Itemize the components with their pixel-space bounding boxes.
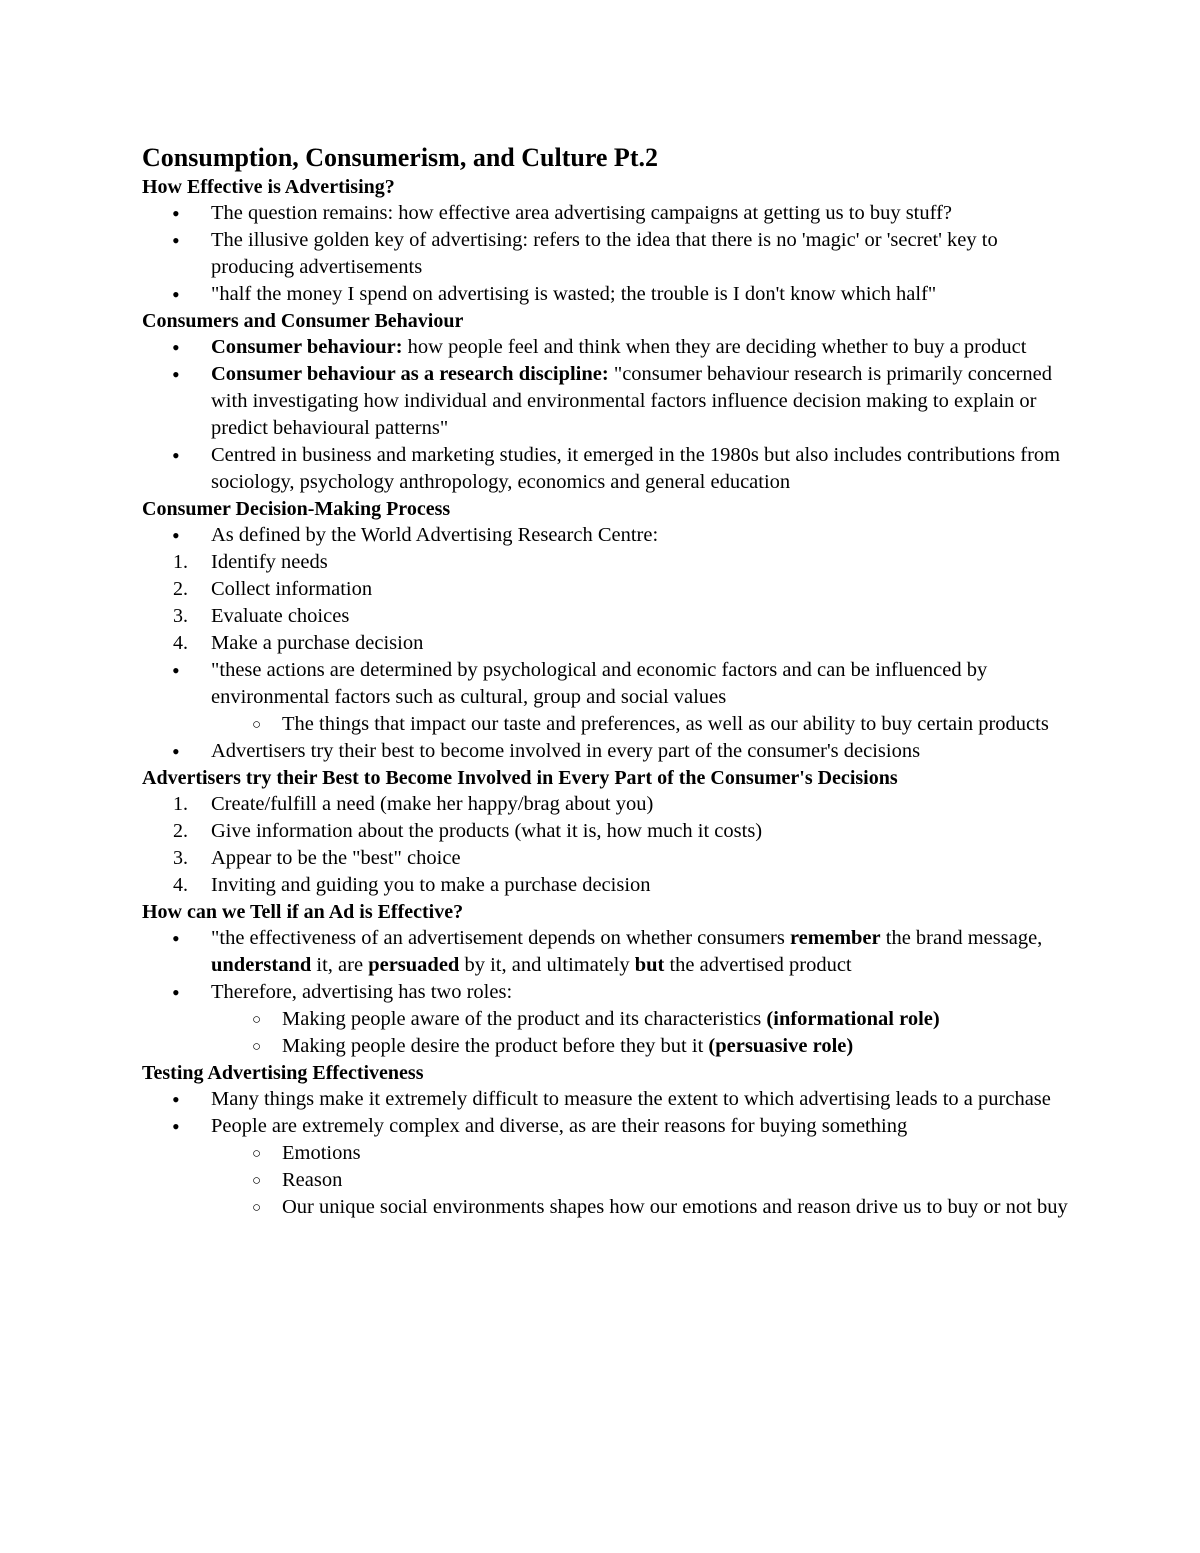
section-heading: Advertisers try their Best to Become Involved in Every Part of the Consumer's Decisions [142,767,898,789]
bullet-icon: • [172,282,180,307]
circle-bullet-icon: ○ [252,1039,262,1055]
bullet-item [142,657,1072,711]
bullet-icon: • [172,1114,180,1139]
numbered-item [142,818,1072,845]
item-text: Appear to be the "best" choice [211,847,461,869]
list-number: 2. [173,820,188,842]
item-text: the advertised product [664,954,852,976]
bullet-item [142,925,1072,979]
emphasis-text: understand [211,954,312,976]
section-heading: Consumer Decision-Making Process [142,498,451,520]
bullet-item [142,281,1072,308]
item-text: Making people aware of the product and its characteristics [282,1008,767,1030]
item-text: Reason [282,1169,343,1191]
numbered-item [142,630,1072,657]
bullet-icon: • [172,1087,180,1112]
bullet-item [142,738,1072,765]
item-text: Emotions [282,1142,361,1164]
item-term: (persuasive role) [708,1035,854,1057]
bullet-item [142,1113,1072,1140]
item-text: Therefore, advertising has two roles: [211,981,513,1003]
emphasis-text: persuaded [368,954,460,976]
item-text: it, are [311,954,369,976]
numbered-item [142,845,1072,872]
numbered-item [142,872,1072,899]
item-text: Making people desire the product before they but it [282,1035,709,1057]
bullet-icon: • [172,228,180,253]
item-text: Make a purchase decision [211,632,424,654]
list-number: 1. [173,793,188,815]
item-text: Advertisers try their best to become involved in every part of the consumer's decisions [211,740,921,762]
item-text: "the effectiveness of an advertisement depends on whether consumers [211,927,790,949]
bullet-icon: • [172,926,180,951]
list-number: 4. [173,632,188,654]
bullet-item [142,334,1072,361]
bullet-icon: • [172,523,180,548]
list-number: 4. [173,874,188,896]
sub-bullet-item [142,1006,1072,1033]
item-text: Collect information [211,578,373,600]
section-heading: Testing Advertising Effectiveness [142,1062,424,1084]
list-number: 1. [173,551,188,573]
circle-bullet-icon: ○ [252,1012,262,1028]
bullet-icon: • [172,201,180,226]
item-text: Inviting and guiding you to make a purchase decision [211,874,651,896]
sub-bullet-item [142,1033,1072,1060]
item-text: "half the money I spend on advertising is wasted; the trouble is I don't know which half" [211,283,937,305]
item-text: "consumer behaviour research is primarily concerned with investigating how individual and environmental factors influence decision making to explain or predict behavioural patterns" [211,363,1052,439]
bullet-icon: • [172,658,180,683]
item-text: The question remains: how effective area advertising campaigns at getting us to buy stuff? [211,202,953,224]
sub-bullet-item [142,1140,1072,1167]
numbered-item [142,791,1072,818]
section-heading: How Effective is Advertising? [142,176,395,198]
item-text: "these actions are determined by psychological and economic factors and can be influenced by environmental factors such as cultural, group and social values [211,659,988,708]
bullet-item [142,522,1072,549]
circle-bullet-icon: ○ [252,1200,262,1216]
item-text: People are extremely complex and diverse, as are their reasons for buying something [211,1115,908,1137]
item-text: how people feel and think when they are deciding whether to buy a product [402,336,1027,358]
sub-bullet-item [142,711,1072,738]
page-title: Consumption, Consumerism, and Culture Pt.2 [142,143,658,172]
circle-bullet-icon: ○ [252,1146,262,1162]
emphasis-text: but [634,954,665,976]
section-heading: Consumers and Consumer Behaviour [142,310,464,332]
bullet-icon: • [172,335,180,360]
bullet-item [142,227,1072,281]
item-term: (informational role) [766,1008,940,1030]
item-term: Consumer behaviour as a research discipline: [211,363,609,385]
section-heading: How can we Tell if an Ad is Effective? [142,901,464,923]
item-term: Consumer behaviour: [211,336,403,358]
emphasis-text: remember [789,927,881,949]
bullet-item [142,979,1072,1006]
document-body [142,174,1072,1221]
circle-bullet-icon: ○ [252,717,262,733]
sub-bullet-item [142,1167,1072,1194]
item-text: by it, and ultimately [459,954,635,976]
item-text: Our unique social environments shapes how our emotions and reason drive us to buy or not buy [282,1196,1068,1218]
bullet-item [142,200,1072,227]
bullet-icon: • [172,980,180,1005]
list-number: 2. [173,578,188,600]
item-text: Centred in business and marketing studies, it emerged in the 1980s but also includes contributions from sociology, psychology anthropology, economics and general education [211,444,1061,493]
numbered-item [142,576,1072,603]
item-text: Many things make it extremely difficult to measure the extent to which advertising leads to a purchase [211,1088,1051,1110]
list-number: 3. [173,847,188,869]
item-text: Evaluate choices [211,605,350,627]
item-text: The things that impact our taste and preferences, as well as our ability to buy certain products [282,713,1049,735]
item-text: The illusive golden key of advertising: refers to the idea that there is no 'magic' or 'secret' key to producing advertisements [211,229,998,278]
bullet-icon: • [172,362,180,387]
item-text: Give information about the products (what it is, how much it costs) [211,820,763,842]
list-number: 3. [173,605,188,627]
numbered-item [142,603,1072,630]
item-text: the brand message, [880,927,1043,949]
bullet-item [142,1086,1072,1113]
sub-bullet-item [142,1194,1072,1221]
bullet-icon: • [172,443,180,468]
item-text: As defined by the World Advertising Research Centre: [211,524,659,546]
document-page [142,142,1072,1221]
item-text: Identify needs [211,551,328,573]
item-text: Create/fulfill a need (make her happy/brag about you) [211,793,654,815]
bullet-icon: • [172,739,180,764]
bullet-item [142,442,1072,496]
bullet-item [142,361,1072,442]
numbered-item [142,549,1072,576]
circle-bullet-icon: ○ [252,1173,262,1189]
